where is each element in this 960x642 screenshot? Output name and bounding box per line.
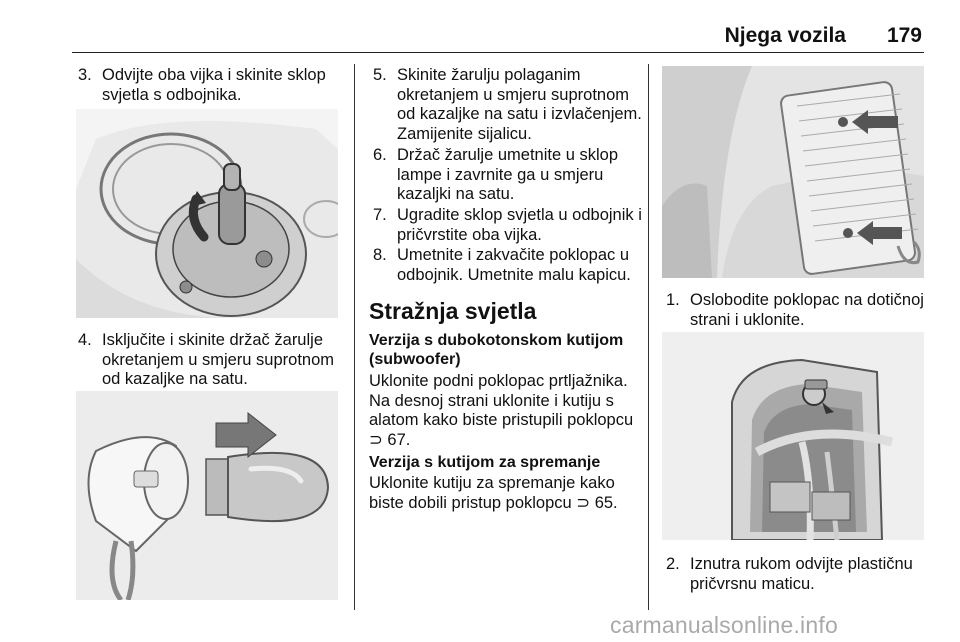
step-2 [666,555,936,595]
step-text-line: Isključite i skinite držač žarulje [102,331,323,349]
page-header [72,22,924,53]
step-5 [373,66,643,146]
watermark: carmanualsonline.info [610,612,838,638]
step-text-line: od kazaljke na satu i izvlačenjem. [397,105,642,123]
step-number: 7. [373,206,387,224]
step-text-line: Zamijenite sijalicu. [397,124,532,143]
subsection-heading: Verzija s kutijom za spremanje [369,454,601,471]
step-text-line: Držač žarulje umetnite u sklop [397,146,619,164]
step-text-line: strani i uklonite. [690,310,805,329]
step-text-line: Skinite žarulju polaganim [397,66,581,84]
step-1 [666,291,936,331]
paragraph-line: alatom kako biste pristupili poklopcu [369,411,634,429]
step-text-line: okretanjem u smjeru suprotnom [397,85,630,104]
page-reference-link[interactable]: biste dobili pristup poklopcu ⊃ 65. [369,493,618,512]
step-text-line: kazaljki na satu. [397,185,515,203]
step-text-line: svjetla s odbojnika. [102,85,242,104]
step-number: 6. [373,146,387,164]
section-title: Stražnja svjetla [369,298,537,324]
chapter-title: Njega vozila [724,24,846,47]
step-4 [78,331,348,391]
step-number: 3. [78,66,92,84]
column-divider-2 [648,64,649,610]
step-text-line: od kazaljke na satu. [102,370,248,388]
step-text-line: okretanjem u smjeru suprotnom [102,350,335,369]
step-text-line: pričvrsnu maticu. [690,574,815,593]
step-text-line: Iznutra rukom odvijte plastičnu [690,555,913,573]
step-number: 8. [373,246,387,264]
step-number: 5. [373,66,387,84]
page-number: 179 [886,24,922,47]
paragraph-line: Na desnoj strani uklonite i kutiju s [369,391,614,410]
step-3 [78,66,348,106]
step-number: 1. [666,291,680,309]
subsection-heading: (subwoofer) [369,351,461,368]
step-text-line: pričvrstite oba vijka. [397,225,542,244]
step-text-line: odbojnik. Umetnite malu kapicu. [397,265,631,284]
paragraph-line: Uklonite kutiju za spremanje kako [369,474,615,492]
step-7 [373,206,643,246]
step-text-line: Ugradite sklop svjetla u odbojnik i [397,206,642,224]
paragraph-line: Uklonite podni poklopac prtljažnika. [369,372,628,390]
step-6 [373,146,643,206]
bulb-removal-figure [76,391,338,600]
step-text-line: Oslobodite poklopac na dotičnoj [690,291,924,309]
page-reference-link[interactable]: ⊃ 67. [369,430,411,449]
bulb-holder-figure [76,109,338,318]
step-text-line: Umetnite i zakvačite poklopac u [397,246,630,264]
trunk-panel-figure [662,66,924,278]
step-number: 4. [78,331,92,349]
step-8 [373,246,643,286]
column-divider-1 [354,64,355,610]
step-number: 2. [666,555,680,573]
step-text-line: Odvijte oba vijka i skinite sklop [102,66,326,84]
step-text-line: lampe i zavrnite ga u smjeru [397,165,604,184]
rear-lamp-nut-figure [662,332,924,540]
subsection-heading: Verzija s dubokotonskom kutijom [369,332,624,349]
